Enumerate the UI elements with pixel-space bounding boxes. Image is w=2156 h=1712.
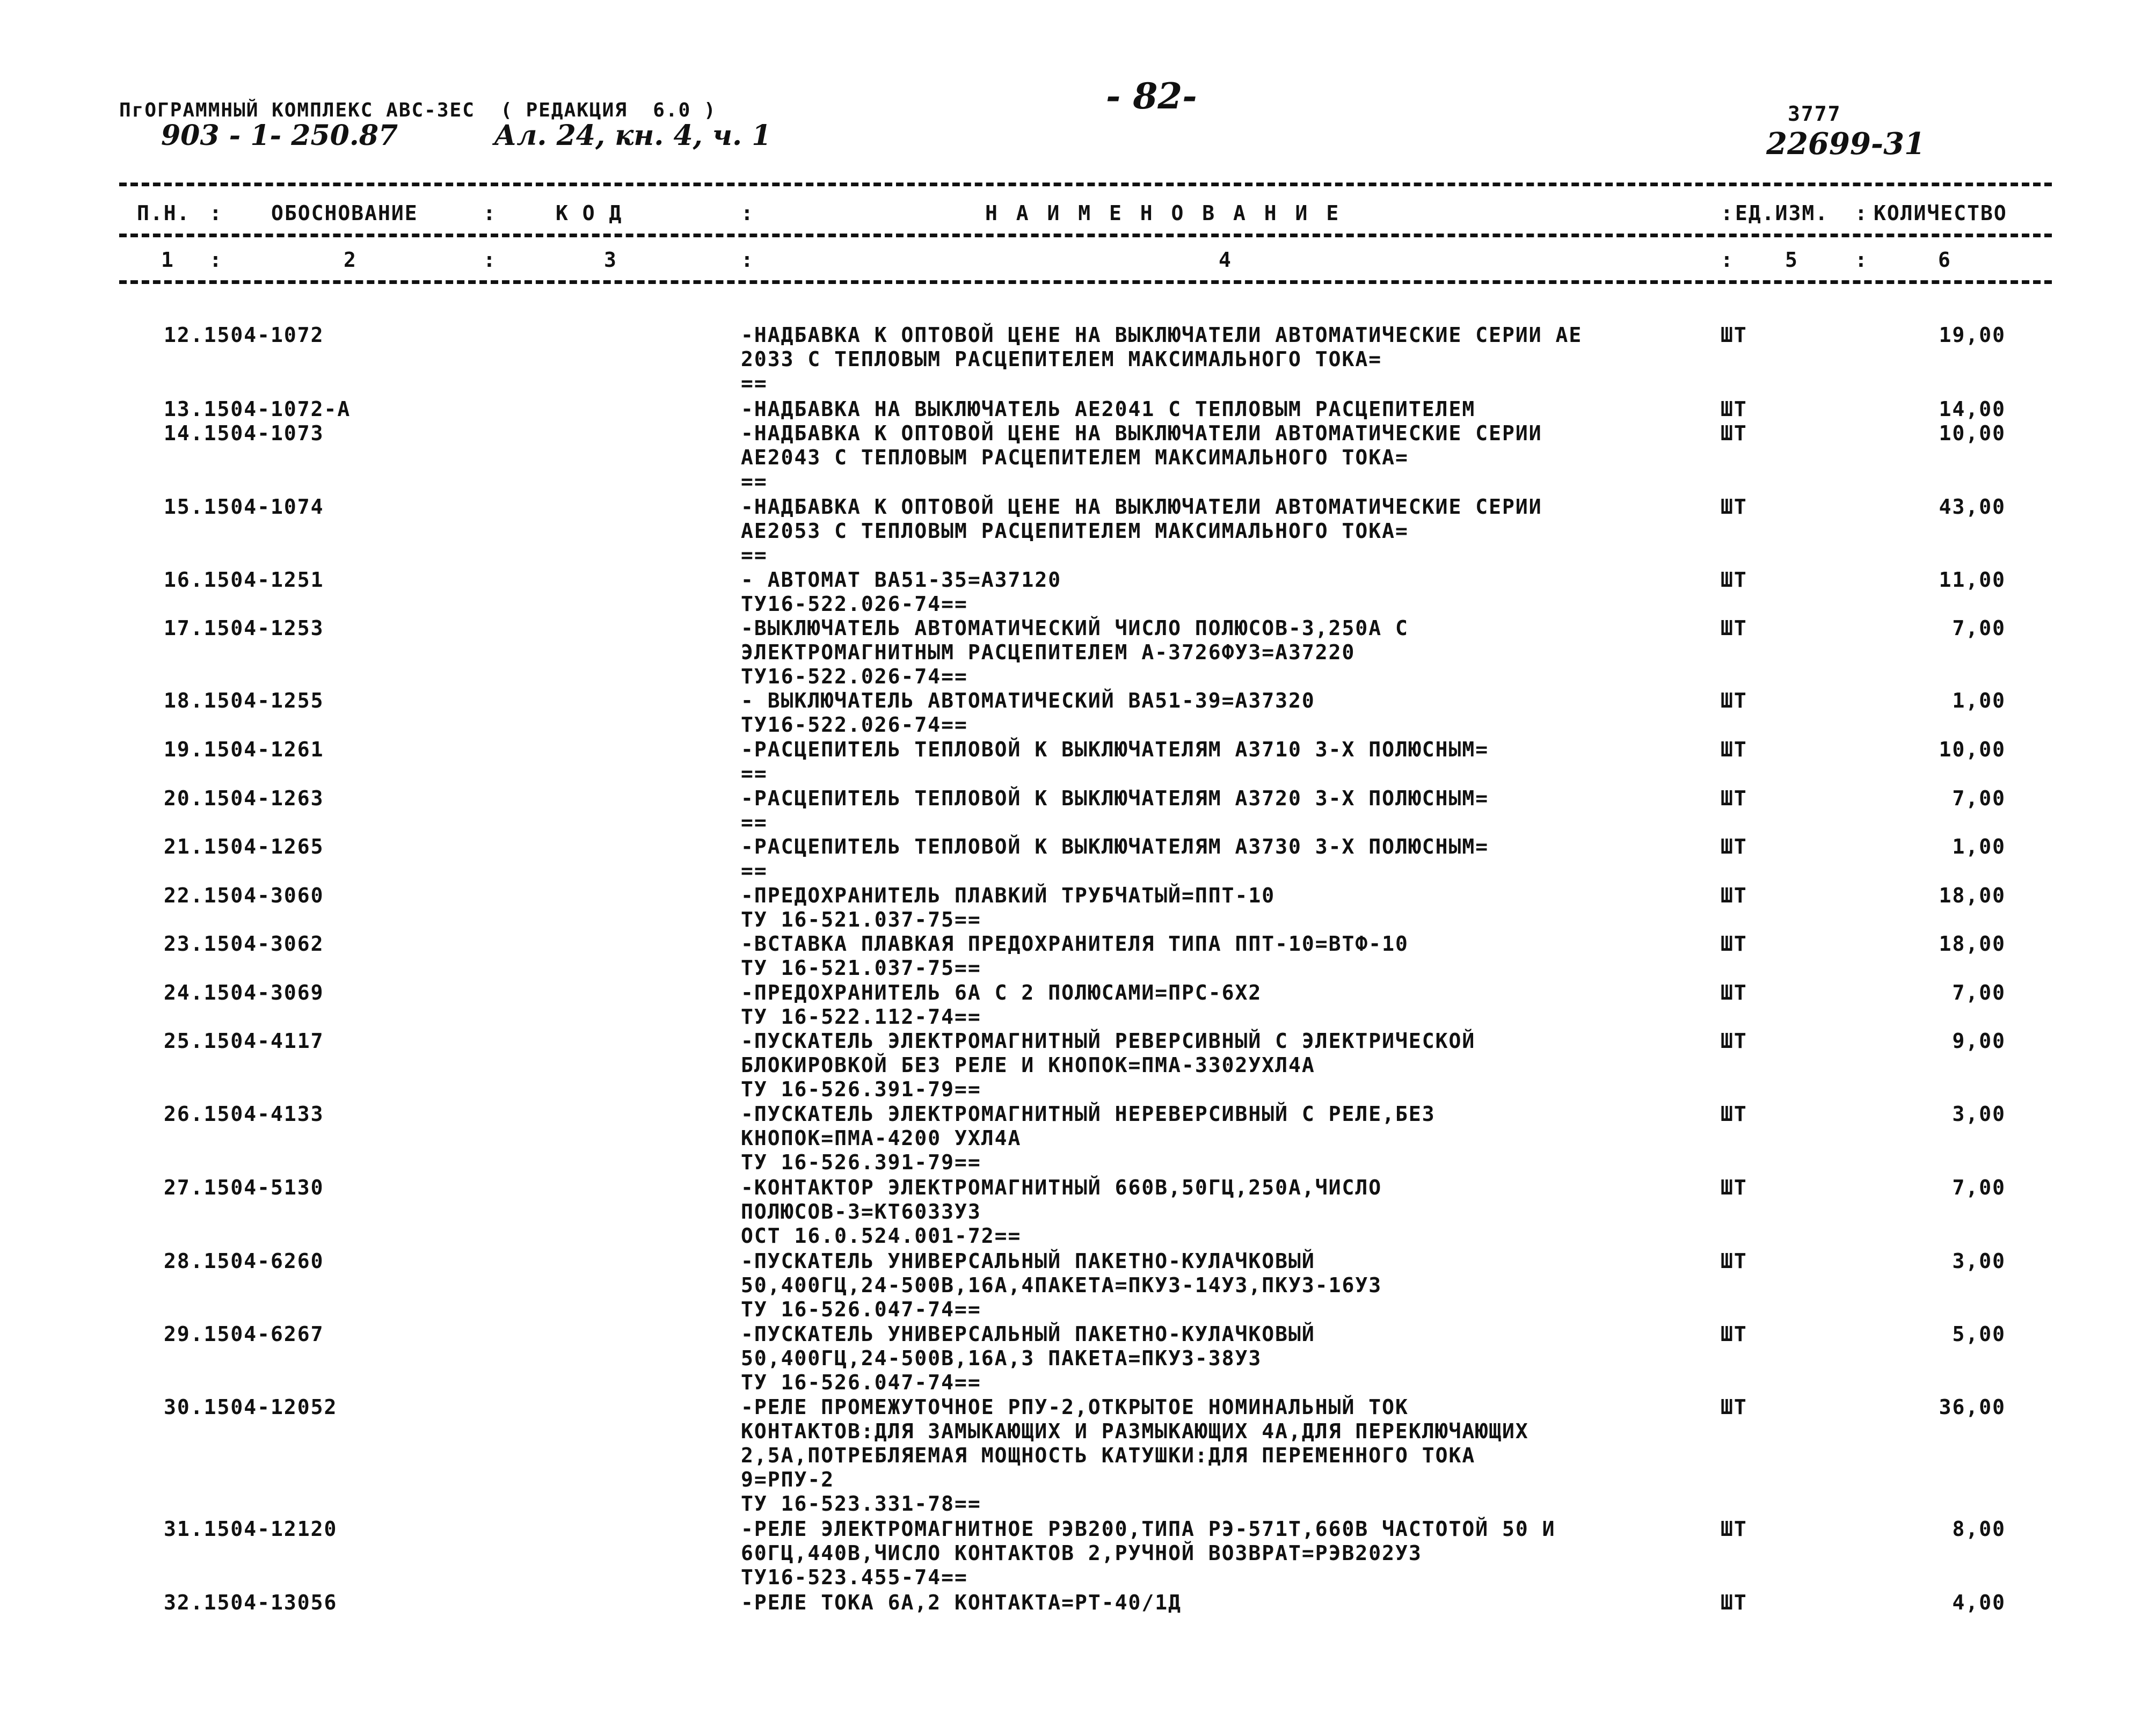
row-name: -ПУСКАТЕЛЬ ЭЛЕКТРОМАГНИТНЫЙ РЕВЕРСИВНЫЙ С ЭЛЕКТРИЧЕСКОЙ БЛОКИРОВКОЙ БЕЗ РЕЛЕ И КНОПОК=ПМА-3302УХЛ4А ТУ 16-526.391-79== bbox=[741, 1029, 1476, 1101]
col-sep-n3: : bbox=[741, 248, 754, 272]
row-quantity: 10,00 bbox=[1939, 421, 2006, 445]
row-quantity: 10,00 bbox=[1939, 738, 2006, 761]
table-row bbox=[0, 835, 2156, 883]
row-quantity: 1,00 bbox=[1952, 689, 2006, 712]
col-number-5: 5 bbox=[1785, 248, 1798, 272]
row-number: 27.1504-5130 bbox=[164, 1176, 324, 1199]
row-unit: ШТ bbox=[1721, 835, 1747, 858]
row-number: 12.1504-1072 bbox=[164, 323, 324, 347]
row-unit: ШТ bbox=[1721, 1517, 1747, 1541]
row-unit: ШТ bbox=[1721, 421, 1747, 445]
table-row bbox=[0, 397, 2156, 421]
row-unit: ШТ bbox=[1721, 738, 1747, 761]
col-number-1: 1 bbox=[161, 248, 174, 272]
row-quantity: 4,00 bbox=[1952, 1591, 2006, 1614]
row-quantity: 36,00 bbox=[1939, 1395, 2006, 1419]
table-row bbox=[0, 738, 2156, 785]
row-unit: ШТ bbox=[1721, 323, 1747, 347]
row-unit: ШТ bbox=[1721, 1395, 1747, 1419]
row-name: - ВЫКЛЮЧАТЕЛЬ АВТОМАТИЧЕСКИЙ ВА51-39=А37320 ТУ16-522.026-74== bbox=[741, 689, 1315, 737]
row-number: 21.1504-1265 bbox=[164, 835, 324, 858]
row-quantity: 7,00 bbox=[1952, 786, 2006, 810]
row-quantity: 43,00 bbox=[1939, 495, 2006, 519]
col-sep-5: : bbox=[1855, 201, 1868, 225]
row-name: -ПРЕДОХРАНИТЕЛЬ ПЛАВКИЙ ТРУБЧАТЫЙ=ППТ-10 ТУ 16-521.037-75== bbox=[741, 884, 1276, 931]
row-name: -ВЫКЛЮЧАТЕЛЬ АВТОМАТИЧЕСКИЙ ЧИСЛО ПОЛЮСОВ-3,250А С ЭЛЕКТРОМАГНИТНЫМ РАСЦЕПИТЕЛЕМ А-3726ФУ3=А37220 ТУ16-522.026-74== bbox=[741, 616, 1409, 688]
table-row bbox=[0, 689, 2156, 737]
col-sep-n4: : bbox=[1721, 248, 1734, 272]
row-name: -РЕЛЕ ЭЛЕКТРОМАГНИТНОЕ РЭВ200,ТИПА РЭ-571Т,660В ЧАСТОТОЙ 50 И 60ГЦ,440В,ЧИСЛО КОНТАКТОВ 2,РУЧНОЙ ВОЗВРАТ=РЭВ202У3 ТУ16-523.455-74== bbox=[741, 1517, 1556, 1589]
table-row bbox=[0, 1322, 2156, 1394]
row-quantity: 7,00 bbox=[1952, 981, 2006, 1004]
row-quantity: 7,00 bbox=[1952, 616, 2006, 640]
col-number-3: 3 bbox=[604, 248, 617, 272]
row-unit: ШТ bbox=[1721, 1029, 1747, 1053]
row-name: -НАДБАВКА К ОПТОВОЙ ЦЕНЕ НА ВЫКЛЮЧАТЕЛИ АВТОМАТИЧЕСКИЕ СЕРИИ АЕ2043 С ТЕПЛОВЫМ РАСЦЕПИТЕЛЕМ МАКСИМАЛЬНОГО ТОКА= == bbox=[741, 421, 1542, 493]
col-sep-3: : bbox=[741, 201, 754, 225]
col-header-pn: П.Н. bbox=[137, 201, 191, 225]
row-quantity: 1,00 bbox=[1952, 835, 2006, 858]
col-header-qty: КОЛИЧЕСТВО bbox=[1874, 201, 2007, 225]
row-number: 17.1504-1253 bbox=[164, 616, 324, 640]
row-number: 15.1504-1074 bbox=[164, 495, 324, 519]
row-name: -НАДБАВКА К ОПТОВОЙ ЦЕНЕ НА ВЫКЛЮЧАТЕЛИ АВТОМАТИЧЕСКИЕ СЕРИИ АЕ 2033 С ТЕПЛОВЫМ РАСЦЕПИТЕЛЕМ МАКСИМАЛЬНОГО ТОКА= == bbox=[741, 323, 1583, 395]
row-number: 14.1504-1073 bbox=[164, 421, 324, 445]
row-unit: ШТ bbox=[1721, 932, 1747, 956]
table-row bbox=[0, 1591, 2156, 1614]
doc-number-handwritten: 22699-31 bbox=[1766, 126, 1925, 162]
project-handwritten: 903 - 1- 250.87 bbox=[161, 119, 398, 152]
row-name: -ВСТАВКА ПЛАВКАЯ ПРЕДОХРАНИТЕЛЯ ТИПА ППТ-10=ВТФ-10 ТУ 16-521.037-75== bbox=[741, 932, 1409, 980]
program-title: ПгОГРАММНЫЙ КОМПЛЕКС АВС-3ЕС ( РЕДАКЦИЯ 6.0 ) bbox=[119, 99, 717, 121]
row-name: -НАДБАВКА НА ВЫКЛЮЧАТЕЛЬ АЕ2041 С ТЕПЛОВЫМ РАСЦЕПИТЕЛЕМ bbox=[741, 397, 1476, 421]
table-row bbox=[0, 1102, 2156, 1174]
table-row bbox=[0, 884, 2156, 931]
row-unit: ШТ bbox=[1721, 397, 1747, 421]
table-row bbox=[0, 1517, 2156, 1589]
row-name: -ПРЕДОХРАНИТЕЛЬ 6А С 2 ПОЛЮСАМИ=ПРС-6Х2 ТУ 16-522.112-74== bbox=[741, 981, 1262, 1029]
row-quantity: 3,00 bbox=[1952, 1249, 2006, 1273]
table-row bbox=[0, 932, 2156, 980]
row-number: 16.1504-1251 bbox=[164, 568, 324, 592]
table-row bbox=[0, 981, 2156, 1029]
row-unit: ШТ bbox=[1721, 981, 1747, 1004]
col-sep-n2: : bbox=[483, 248, 497, 272]
row-name: -ПУСКАТЕЛЬ ЭЛЕКТРОМАГНИТНЫЙ НЕРЕВЕРСИВНЫЙ С РЕЛЕ,БЕЗ КНОПОК=ПМА-4200 УХЛ4А ТУ 16-526.391-79== bbox=[741, 1102, 1436, 1174]
header-rule-top bbox=[119, 183, 2052, 186]
row-unit: ШТ bbox=[1721, 1249, 1747, 1273]
row-name: - АВТОМАТ ВА51-35=А37120 ТУ16-522.026-74== bbox=[741, 568, 1062, 616]
row-name: -РЕЛЕ ПРОМЕЖУТОЧНОЕ РПУ-2,ОТКРЫТОЕ НОМИНАЛЬНЫЙ ТОК КОНТАКТОВ:ДЛЯ ЗАМЫКАЮЩИХ И РАЗМЫКАЮЩИХ 4А,ДЛЯ ПЕРЕКЛЮЧАЮЩИХ 2,5А,ПОТРЕБЛЯЕМАЯ МОЩНОСТЬ КАТУШКИ:ДЛЯ ПЕРЕМЕННОГО ТОКА 9=РПУ-2 ТУ 16-523.331-78== bbox=[741, 1395, 1529, 1516]
col-sep-4: : bbox=[1721, 201, 1734, 225]
row-number: 20.1504-1263 bbox=[164, 786, 324, 810]
col-number-6: 6 bbox=[1938, 248, 1951, 272]
row-unit: ШТ bbox=[1721, 689, 1747, 712]
row-number: 31.1504-12120 bbox=[164, 1517, 338, 1541]
col-header-name: Н А И М Е Н О В А Н И Е bbox=[985, 201, 1342, 225]
table-row bbox=[0, 568, 2156, 616]
row-number: 13.1504-1072-А bbox=[164, 397, 351, 421]
row-unit: ШТ bbox=[1721, 1102, 1747, 1126]
col-header-code: К О Д bbox=[556, 201, 623, 225]
row-number: 29.1504-6267 bbox=[164, 1322, 324, 1346]
row-quantity: 9,00 bbox=[1952, 1029, 2006, 1053]
row-quantity: 11,00 bbox=[1939, 568, 2006, 592]
row-number: 25.1504-4117 bbox=[164, 1029, 324, 1053]
table-row bbox=[0, 1395, 2156, 1516]
row-unit: ШТ bbox=[1721, 884, 1747, 907]
row-number: 26.1504-4133 bbox=[164, 1102, 324, 1126]
row-name: -НАДБАВКА К ОПТОВОЙ ЦЕНЕ НА ВЫКЛЮЧАТЕЛИ АВТОМАТИЧЕСКИЕ СЕРИИ АЕ2053 С ТЕПЛОВЫМ РАСЦЕПИТЕЛЕМ МАКСИМАЛЬНОГО ТОКА= == bbox=[741, 495, 1542, 567]
table-row bbox=[0, 1249, 2156, 1321]
col-header-unit: ЕД.ИЗМ. bbox=[1735, 201, 1829, 225]
row-name: -РАСЦЕПИТЕЛЬ ТЕПЛОВОЙ К ВЫКЛЮЧАТЕЛЯМ А3710 3-Х ПОЛЮСНЫМ= == bbox=[741, 738, 1489, 785]
row-number: 19.1504-1261 bbox=[164, 738, 324, 761]
row-number: 28.1504-6260 bbox=[164, 1249, 324, 1273]
doc-code: 3777 bbox=[1788, 102, 1841, 126]
table-row bbox=[0, 616, 2156, 688]
col-sep-n5: : bbox=[1855, 248, 1868, 272]
col-header-basis: ОБОСНОВАНИЕ bbox=[271, 201, 418, 225]
row-unit: ШТ bbox=[1721, 1591, 1747, 1614]
col-number-2: 2 bbox=[344, 248, 357, 272]
row-unit: ШТ bbox=[1721, 1176, 1747, 1199]
col-sep-2: : bbox=[483, 201, 497, 225]
row-quantity: 8,00 bbox=[1952, 1517, 2006, 1541]
col-sep-n1: : bbox=[209, 248, 223, 272]
row-unit: ШТ bbox=[1721, 786, 1747, 810]
row-name: -ПУСКАТЕЛЬ УНИВЕРСАЛЬНЫЙ ПАКЕТНО-КУЛАЧКОВЫЙ 50,400ГЦ,24-500В,16А,3 ПАКЕТА=ПКУ3-38У3 ТУ 16-526.047-74== bbox=[741, 1322, 1315, 1394]
row-number: 32.1504-13056 bbox=[164, 1591, 338, 1614]
row-unit: ШТ bbox=[1721, 495, 1747, 519]
row-number: 24.1504-3069 bbox=[164, 981, 324, 1004]
row-name: -ПУСКАТЕЛЬ УНИВЕРСАЛЬНЫЙ ПАКЕТНО-КУЛАЧКОВЫЙ 50,400ГЦ,24-500В,16А,4ПАКЕТА=ПКУ3-14У3,ПКУ3-16У3 ТУ 16-526.047-74== bbox=[741, 1249, 1382, 1321]
table-row bbox=[0, 495, 2156, 567]
row-number: 18.1504-1255 bbox=[164, 689, 324, 712]
row-unit: ШТ bbox=[1721, 568, 1747, 592]
table-row bbox=[0, 1029, 2156, 1101]
table-row bbox=[0, 421, 2156, 493]
row-quantity: 3,00 bbox=[1952, 1102, 2006, 1126]
row-number: 30.1504-12052 bbox=[164, 1395, 338, 1419]
table-row bbox=[0, 323, 2156, 395]
row-unit: ШТ bbox=[1721, 616, 1747, 640]
row-number: 23.1504-3062 bbox=[164, 932, 324, 956]
table-row bbox=[0, 786, 2156, 834]
row-quantity: 5,00 bbox=[1952, 1322, 2006, 1346]
col-sep-1: : bbox=[209, 201, 223, 225]
row-name: -РЕЛЕ ТОКА 6А,2 КОНТАКТА=РТ-40/1Д bbox=[741, 1591, 1182, 1614]
album-handwritten: Ал. 24, кн. 4, ч. 1 bbox=[494, 119, 771, 152]
header-rule-mid bbox=[119, 234, 2052, 237]
row-unit: ШТ bbox=[1721, 1322, 1747, 1346]
table-row bbox=[0, 1176, 2156, 1248]
page-number: - 82- bbox=[1106, 75, 1197, 117]
row-quantity: 18,00 bbox=[1939, 884, 2006, 907]
row-quantity: 18,00 bbox=[1939, 932, 2006, 956]
row-quantity: 7,00 bbox=[1952, 1176, 2006, 1199]
row-name: -РАСЦЕПИТЕЛЬ ТЕПЛОВОЙ К ВЫКЛЮЧАТЕЛЯМ А3720 3-Х ПОЛЮСНЫМ= == bbox=[741, 786, 1489, 834]
row-quantity: 19,00 bbox=[1939, 323, 2006, 347]
header-rule-bot bbox=[119, 280, 2052, 284]
col-number-4: 4 bbox=[1219, 248, 1232, 272]
row-number: 22.1504-3060 bbox=[164, 884, 324, 907]
row-quantity: 14,00 bbox=[1939, 397, 2006, 421]
row-name: -РАСЦЕПИТЕЛЬ ТЕПЛОВОЙ К ВЫКЛЮЧАТЕЛЯМ А3730 3-Х ПОЛЮСНЫМ= == bbox=[741, 835, 1489, 883]
row-name: -КОНТАКТОР ЭЛЕКТРОМАГНИТНЫЙ 660В,50ГЦ,250А,ЧИСЛО ПОЛЮСОВ-3=КТ6033У3 ОСТ 16.0.524.001-72== bbox=[741, 1176, 1382, 1248]
